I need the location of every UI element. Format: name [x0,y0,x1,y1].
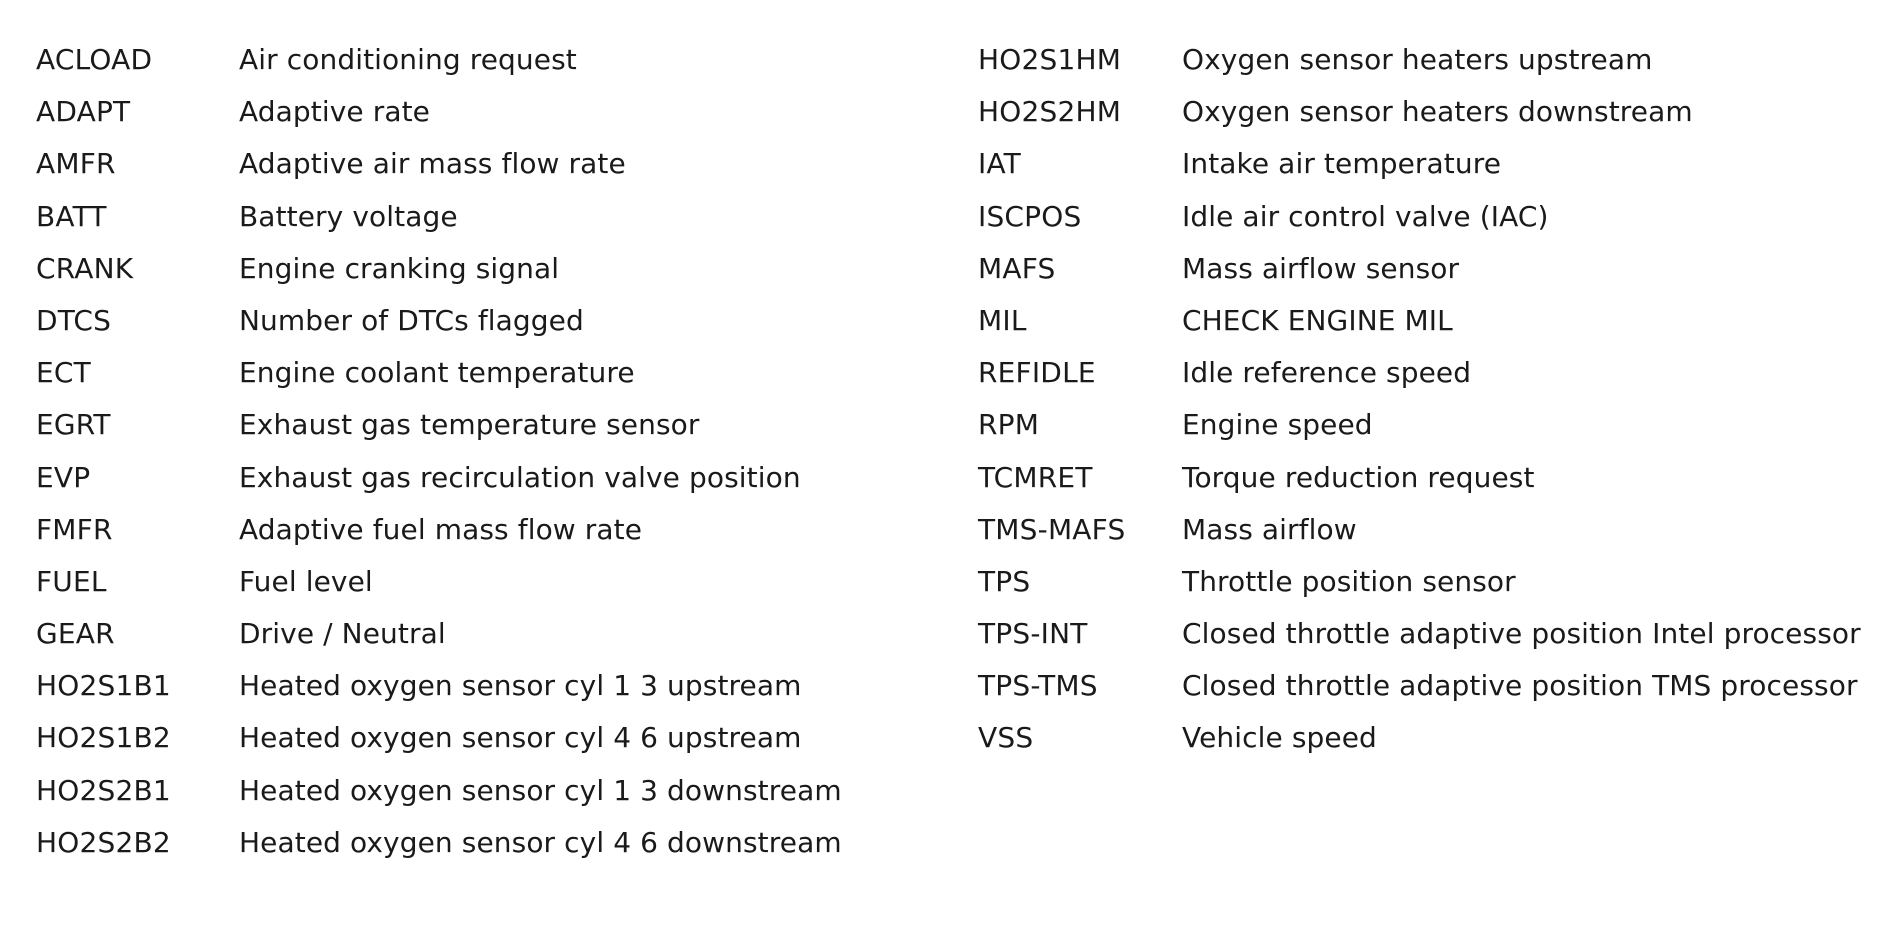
list-item [36,43,842,95]
abbreviation-code: VSS [978,721,1034,755]
abbreviation-description: Idle air control valve (IAC) [1182,199,1549,233]
list-item [978,147,1861,199]
list-item [978,252,1861,304]
abbreviation-code: MIL [978,303,1027,337]
abbreviation-description: Heated oxygen sensor cyl 4 6 downstream [239,825,842,859]
abbreviation-description: Engine cranking signal [239,251,560,285]
abbreviation-code: DTCS [36,303,112,337]
list-item [978,513,1861,565]
abbreviation-code: RPM [978,408,1040,442]
abbreviation-code: TPS-TMS [978,669,1098,703]
abbreviation-description: Adaptive fuel mass flow rate [239,512,643,546]
list-item [978,461,1861,513]
list-item [978,565,1861,617]
list-item [36,826,842,878]
abbreviation-code: ACLOAD [36,43,153,76]
abbreviation-code: TPS [978,564,1031,598]
list-item [978,43,1861,95]
list-item [36,669,842,721]
abbreviation-code: ISCPOS [978,199,1082,233]
list-item [978,200,1861,252]
list-item [978,617,1861,669]
abbreviation-description: Mass airflow [1182,512,1357,546]
abbreviation-list-right [978,43,1861,774]
list-item [36,774,842,826]
abbreviation-description: Air conditioning request [239,43,577,76]
list-item [978,356,1861,408]
abbreviation-description: Engine speed [1182,408,1373,442]
list-item [978,669,1861,721]
abbreviation-code: TPS-INT [978,617,1088,651]
list-item [36,147,842,199]
abbreviation-description: Closed throttle adaptive position TMS processor [1182,669,1858,703]
abbreviation-code: EVP [36,460,91,494]
abbreviation-code: TMS-MAFS [978,512,1126,546]
list-item [36,252,842,304]
abbreviation-code: CRANK [36,251,134,285]
list-item [978,721,1861,773]
abbreviation-description: Mass airflow sensor [1182,251,1460,285]
abbreviation-description: Drive / Neutral [239,617,446,651]
abbreviation-description: Battery voltage [239,199,458,233]
abbreviation-description: Heated oxygen sensor cyl 1 3 upstream [239,669,802,703]
abbreviation-description: Closed throttle adaptive position Intel processor [1182,617,1861,651]
abbreviation-code: REFIDLE [978,356,1096,390]
abbreviation-description: Fuel level [239,564,373,598]
abbreviation-description: Throttle position sensor [1182,564,1516,598]
abbreviation-list-left [36,43,842,878]
abbreviation-description: Heated oxygen sensor cyl 1 3 downstream [239,773,842,807]
abbreviation-code: ADAPT [36,95,131,129]
abbreviation-description: Oxygen sensor heaters downstream [1182,95,1693,129]
abbreviation-description: Number of DTCs flagged [239,303,584,337]
abbreviation-description: Heated oxygen sensor cyl 4 6 upstream [239,721,802,755]
list-item [36,721,842,773]
list-item [36,408,842,460]
list-item [36,356,842,408]
abbreviation-description: Engine coolant temperature [239,356,635,390]
abbreviation-code: MAFS [978,251,1056,285]
abbreviation-code: HO2S2B2 [36,825,171,859]
list-item [36,513,842,565]
list-item [978,304,1861,356]
abbreviation-description: Exhaust gas recirculation valve position [239,460,801,494]
list-item [36,95,842,147]
list-item [978,95,1861,147]
abbreviation-code: IAT [978,147,1021,181]
abbreviation-code: HO2S1B2 [36,721,171,755]
list-item [36,565,842,617]
list-item [36,304,842,356]
list-item [978,408,1861,460]
abbreviation-description: Adaptive rate [239,95,430,129]
abbreviation-description: CHECK ENGINE MIL [1182,303,1453,337]
list-item [36,461,842,513]
abbreviation-code: AMFR [36,147,116,181]
abbreviation-code: EGRT [36,408,111,442]
abbreviation-description: Vehicle speed [1182,721,1377,755]
abbreviation-code: ECT [36,356,91,390]
abbreviation-code: HO2S2HM [978,95,1122,129]
abbreviation-code: GEAR [36,617,115,651]
list-item [36,200,842,252]
abbreviation-code: HO2S1B1 [36,669,171,703]
abbreviation-code: BATT [36,199,107,233]
abbreviation-code: HO2S1HM [978,43,1122,76]
abbreviation-code: FUEL [36,564,107,598]
abbreviation-description: Torque reduction request [1182,460,1535,494]
abbreviation-description: Oxygen sensor heaters upstream [1182,43,1653,76]
abbreviation-description: Intake air temperature [1182,147,1502,181]
abbreviation-description: Idle reference speed [1182,356,1472,390]
abbreviation-code: FMFR [36,512,113,546]
list-item [36,617,842,669]
abbreviation-description: Adaptive air mass flow rate [239,147,626,181]
abbreviation-code: TCMRET [978,460,1093,494]
abbreviation-code: HO2S2B1 [36,773,171,807]
abbreviation-description: Exhaust gas temperature sensor [239,408,700,442]
